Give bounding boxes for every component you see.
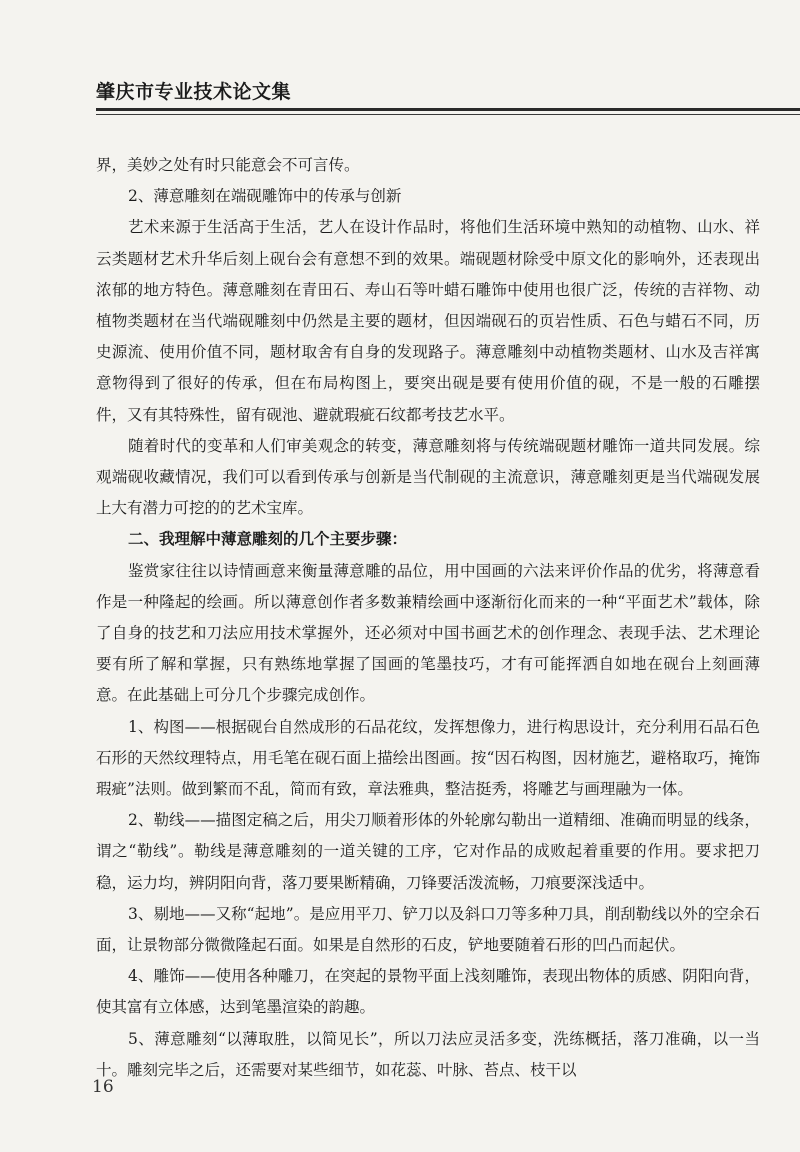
paragraph-continuation: 界，美妙之处有时只能意会不可言传。 <box>96 156 360 174</box>
body-text <box>96 150 760 1086</box>
section-heading: 二、我理解中薄意雕刻的几个主要步骤： <box>128 530 408 549</box>
header-rule-thick <box>96 108 800 111</box>
step-paragraph: 3、剔地——又称“起地”。是应用平刀、铲刀以及斜口刀等多种刀具，削刮勒线以外的空余石面，让景物部分微微隆起石面。如果是自然形的石皮，铲地要随着石形的凹凸而起伏。 <box>96 904 760 955</box>
page-number: 16 <box>92 1077 114 1097</box>
step-paragraph: 2、勒线——描图定稿之后，用尖刀顺着形体的外轮廓勾勒出一道精细、准确而明显的线条，谓之“勒线”。勒线是薄意雕刻的一道关键的工序，它对作品的成败起着重要的作用。要求把刀稳，运力均，辨阴阳向背，落刀要果断精确，刀锋要活泼流畅，刀痕要深浅适中。 <box>96 811 760 892</box>
step-paragraph: 5、薄意雕刻“以薄取胜，以简见长”，所以刀法应灵活多变，洗练概括，落刀准确，以一当十。雕刻完毕之后，还需要对某些细节，如花蕊、叶脉、苔点、枝干以 <box>96 1029 760 1079</box>
paragraph: 艺术来源于生活高于生活，艺人在设计作品时，将他们生活环境中熟知的动植物、山水、祥云类题材艺术升华后刻上砚台会有意想不到的效果。端砚题材除受中原文化的影响外，还表现出浓郁的地方特色。薄意雕刻在青田石、寿山石等叶蜡石雕饰中使用也很广泛，传统的吉祥物、动植物类题材在当代端砚雕刻中仍然是主要的题材，但因端砚石的页岩性质、石色与蜡石不同，历史源流、使用价值不同，题材取舍有自身的发现路子。薄意雕刻中动植物类题材、山水及吉祥寓意物得到了很好的传承，但在布局构图上，要突出砚是要有使用价值的砚，不是一般的石雕摆件，又有其特殊性，留有砚池、避就瑕疵石纹都考技艺水平。 <box>96 218 760 424</box>
paragraph: 随着时代的变革和人们审美观念的转变，薄意雕刻将与传统端砚题材雕饰一道共同发展。综观端砚收藏情况，我们可以看到传承与创新是当代制砚的主流意识，薄意雕刻更是当代端砚发展上大有潜力可挖的的艺术宝库。 <box>96 436 760 518</box>
header-rule-thin <box>96 114 800 115</box>
running-header-title: 肇庆市专业技术论文集 <box>96 81 292 103</box>
paragraph: 鉴赏家往往以诗情画意来衡量薄意雕的品位，用中国画的六法来评价作品的优劣，将薄意看作是一种隆起的绘画。所以薄意创作者多数兼精绘画中逐渐衍化而来的一种“平面艺术”载体，除了自身的技艺和刀法应用技术掌握外，还必须对中国书画艺术的创作理念、表现手法、艺术理论要有所了解和掌握，只有熟练地掌握了国画的笔墨技巧，才有可能挥洒自如地在砚台上刻画薄意。在此基础上可分几个步骤完成创作。 <box>96 561 760 705</box>
subsection-heading: 2、薄意雕刻在端砚雕饰中的传承与创新 <box>128 187 402 206</box>
step-paragraph: 1、构图——根据砚台自然成形的石品花纹，发挥想像力，进行构思设计，充分利用石品石色石形的天然纹理特点，用毛笔在砚石面上描绘出图画。按“因石构图，因材施艺，避格取巧，掩饰瑕疵”法则。做到繁而不乱，简而有致，章法雅典，整洁挺秀，将雕艺与画理融为一体。 <box>96 717 760 799</box>
step-paragraph: 4、雕饰——使用各种雕刀，在突起的景物平面上浅刻雕饰，表现出物体的质感、阴阳向背，使其富有立体感，达到笔墨渲染的韵趣。 <box>96 967 760 1017</box>
